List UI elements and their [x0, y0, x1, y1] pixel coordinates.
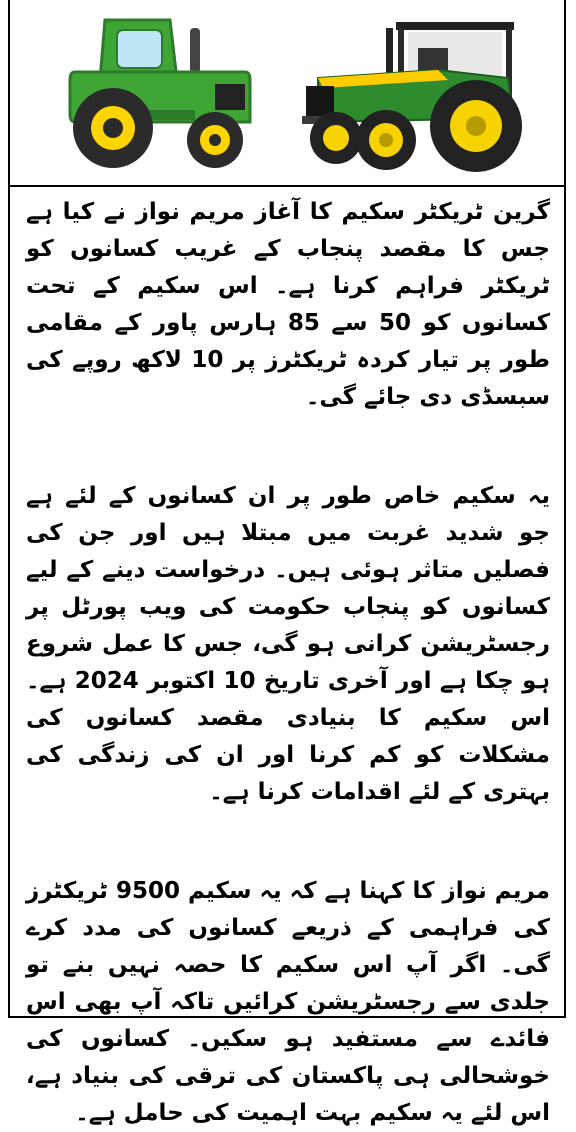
cartoon-tractor-image	[65, 10, 255, 170]
article-paragraph-3: مریم نواز کا کہنا ہے کہ یہ سکیم 9500 ٹریکٹرز کی فراہمی کے ذریعے کسانوں کی مدد کرے گی۔ اگر آپ اس سکیم کا حصہ نہیں بنے تو جلدی سے رجسٹریشن کرائیں تاکہ آپ بھی اس فائدے سے مستفید ہو سکیں۔ کسانوں کی خوشحالی ہی پاکستان کی ترقی کی بنیاد ہے، اس لئے یہ سکیم بہت اہمیت کی حامل ہے۔	[26, 878, 551, 1126]
article-paragraph-1: گرین ٹریکٹر سکیم کا آغاز مریم نواز نے کیا ہے جس کا مقصد پنجاب کے غریب کسانوں کو ٹریکٹر فراہم کرنا ہے۔ اس سکیم کے تحت کسانوں کو 50 سے 85 ہارس پاور کے مقامی طور پر تیار کردہ ٹریکٹرز پر 10 لاکھ روپے کی سبسڈی دی جائے گی۔	[26, 199, 550, 410]
detailed-tractor-image	[298, 18, 528, 178]
article-paragraph-2: یہ سکیم خاص طور پر ان کسانوں کے لئے ہے جو شدید غربت میں مبتلا ہیں اور جن کی فصلیں متاثر ہوئی ہیں۔ درخواست دینے کے لیے کسانوں کو پنجاب حکومت کی ویب پورٹل پر رجسٹریشن کرانی ہو گی، جس کا عمل شروع ہو چکا ہے اور آخری تاریخ 10 اکتوبر 2024 ہے۔ اس سکیم کا بنیادی مقصد کسانوں کی مشکلات کو کم کرنا اور ان کی زندگی کی بہتری کے لئے اقدامات کرنا ہے۔	[26, 483, 551, 805]
hero-banner	[10, 0, 564, 185]
article-body	[26, 186, 550, 1132]
